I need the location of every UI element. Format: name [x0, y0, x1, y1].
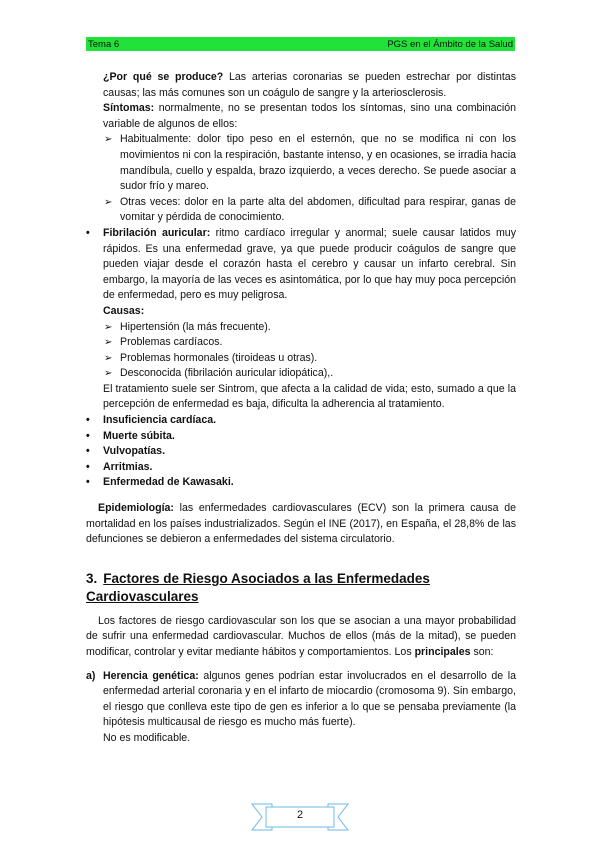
section-number: 3.: [86, 570, 98, 586]
section-title: Factores de Riesgo Asociados a las Enfermedades Cardiovasculares: [86, 570, 430, 604]
epidemiologia-paragraph: [86, 501, 516, 548]
list-item: ➢ Problemas hormonales (tiroideas u otras).: [103, 351, 516, 367]
page-content: [86, 70, 516, 747]
list-item: • Vulvopatías.: [86, 444, 516, 460]
sintomas-text: normalmente, no se presentan todos los síntomas, sino una combinación variable de algunos de ellos:: [103, 102, 516, 130]
herencia-note: No es modificable.: [103, 731, 191, 744]
sintomas-paragraph: [86, 101, 516, 132]
epidemiologia-text: las enfermedades cardiovasculares (ECV) son la primera causa de mortalidad en los países industrializados. Según el INE (2017), en España, el 28,8% de las defunciones se debieron a enfermedades del sistema circulatorio.: [86, 502, 516, 546]
section-intro: Los factores de riesgo cardiovascular son los que se asocian a una mayor probabilidad de sufrir una enfermedad cardiovascular. Muchos de ellos (más de la mitad), se pueden modificar, controlar y evitar mediante hábitos y comportamientos. Los principales son:: [86, 614, 516, 658]
list-item: ➢ Problemas cardíacos.: [103, 335, 516, 351]
causas-label: Causas:: [103, 304, 145, 317]
por-que-paragraph: [86, 70, 516, 101]
sintomas-list: [86, 132, 516, 226]
list-item: ➢ Habitualmente: dolor tipo peso en el esternón, que no se modifica ni con los movimientos ni con la respiración, bastante intenso, y en ocasiones, se irradia hacia mandíbula, cuello y espalda, brazo izquierdo, a veces derecho. Se puede asociar a sudor frío y mareo.: [86, 132, 516, 194]
page-number: 2: [296, 809, 304, 821]
causas-list: [103, 320, 516, 382]
list-item: ➢ Hipertensión (la más frecuente).: [103, 320, 516, 336]
fibrilacion-text: ritmo cardíaco irregular y anormal; suele causar latidos muy rápidos. Es una enfermedad grave, ya que puede producir coágulos de sangre que pueden viajar desde el corazón hasta el cerebro y causar un infarto cerebral. Sin embargo, la mayoría de las veces es asintomática, por lo que hay muy poca percepción de enfermedad, pero es muy peligrosa.: [103, 226, 516, 302]
list-item: • Insuficiencia cardíaca.: [86, 413, 516, 429]
page-header: [86, 37, 515, 51]
item-marker: a): [86, 669, 96, 682]
por-que-text: Las arterias coronarias se pueden estrechar por distintas causas; las más comunes son un coágulo de sangre y la arteriosclerosis.: [103, 71, 516, 99]
section-heading: [86, 570, 516, 606]
list-item: • Muerte súbita.: [86, 429, 516, 445]
epidemiologia-label: Epidemiología:: [98, 502, 174, 515]
list-item: ➢ Desconocida (fibrilación auricular idiopática),.: [103, 366, 516, 382]
list-item: ➢ Otras veces: dolor en la parte alta del abdomen, dificultad para respirar, ganas de vomitar y pérdida de conocimiento.: [86, 195, 516, 226]
herencia-label: Herencia genética:: [103, 669, 199, 682]
list-item: • Arritmias.: [86, 460, 516, 476]
por-que-label: ¿Por qué se produce?: [103, 71, 224, 83]
page-number-ribbon: [250, 800, 350, 834]
fibrilacion-item: [86, 226, 516, 413]
sintomas-label: Síntomas:: [103, 102, 155, 115]
fibrilacion-label: Fibrilación auricular:: [103, 226, 211, 239]
herencia-item: [86, 669, 516, 747]
conditions-list: [86, 226, 516, 491]
list-item: • Enfermedad de Kawasaki.: [86, 475, 516, 491]
header-course: PGS en el Ámbito de la Salud: [387, 38, 513, 50]
herencia-text: algunos genes podrían estar involucrados en el desarrollo de la enfermedad arterial coronaria y en el infarto de miocardio (cromosoma 9). Sin embargo, el riesgo que conlleva este tipo de gen es inferior a lo que se pensaba previamente (la hipótesis multicausal de riesgo es mucho más fuerte).: [103, 669, 516, 729]
principales-label: principales: [414, 646, 471, 658]
header-topic: Tema 6: [88, 38, 120, 50]
tratamiento-text: El tratamiento suele ser Sintrom, que afecta a la calidad de vida; esto, sumado a que la percepción de enfermedad es baja, dificulta la adherencia al tratamiento.: [103, 382, 516, 411]
